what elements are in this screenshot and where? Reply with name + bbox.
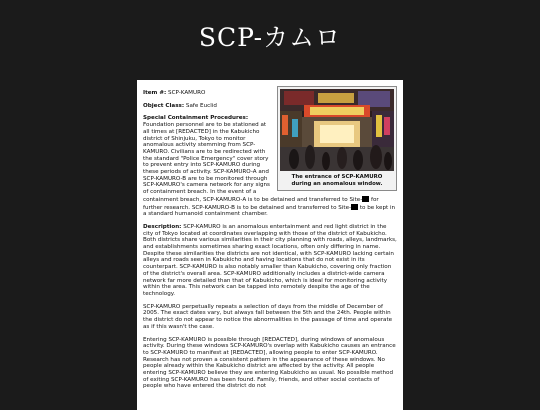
item-number-value: SCP-KAMURO [168,90,206,96]
site-title: SCP-カムロ [198,23,342,52]
item-number-label: Item #: [143,90,167,96]
description-paragraph-2: SCP-KAMURO perpetually repeats a selection of days from the middle of December of 2005. The exact dates vary, but always fall between the 5th and the 24th. People within the district do not appear to notice the abnormalities in the passage of time and operate as if this wasn't the case. [143,303,393,330]
procedures-text-part-2: for further research. SCP-KAMURO-B is to be detained and transferred to Site- [143,196,379,211]
redaction-block [351,204,358,210]
object-class-label: Object Class: [143,102,185,109]
procedures-text-part-3: to be kept in a standard humanoid containment chamber. [143,204,396,218]
description-paragraph-3: Entering SCP-KAMURO is possible through [REDACTED], during windows of anomalous activity. During these windows SCP-KAMURO's overlap with Kabukicho causes an entrance to SCP-KAMURO to manifest at [REDACTED], allowing people to enter SCP-KAMURO. Research has not proven a consistent pattern in the appearance of these windows. No people already within the Kabukicho district are affected by the activity. All people entering SCP-KAMURO believe they are entering Kabukicho as usual. No possible method of exiting SCP-KAMURO has been found. Family, friends, and other social contacts of people who have entered the district do not [143,336,396,390]
district-photo [280,89,394,171]
figure-caption: The entrance of SCP-KAMURO during an anomalous window. [291,174,383,187]
article-page [137,80,403,410]
description-paragraph-1 [143,224,397,298]
description-text-1: SCP-KAMURO is an anomalous entertainment and red light district in the city of Tokyo located at coordinates overlapping with those of the district of Kabukicho. Both districts share various similarities in their city planning with roads, alleys, landmarks, and establishments sometimes sharing exact locations, often only differing in name. Despite these similarities the districts are not identical, with SCP-KAMURO lacking certain alleys and roads seen in Kabukicho and having locations that do not exist in its counterpart. SCP-KAMURO is also notably smaller than Kabukicho, covering only fraction of the district's overall area. SCP-KAMURO additionally includes a district-wide camera network far more detailed than that of Kabukicho, which is ideal for monitoring activity within the area. This network can be tapped into remotely despite the age of the technology. [143,223,397,297]
article-figure [277,86,397,191]
procedures-heading: Special Containment Procedures: [143,115,249,122]
description-label: Description: [143,223,182,230]
object-class-value: Safe Euclid [185,102,217,109]
procedures-text-part-1: Foundation personnel are to be stationed at all times at [REDACTED] in the Kabukicho district of Shinjuku, Tokyo to monitor anomalous activity stemming from SCP-KAMURO. Civilians are to be redirected with the standard "Police Emergency" cover story to prevent entry into SCP-KAMURO during these periods of activity. SCP-KAMURO-A and SCP-KAMURO-B are to be monitored through SCP-KAMURO's camera network for any signs of containment breach. In the event of a containment breach, SCP-KAMURO-A is to be detained and transferred to Site- [143,122,363,203]
